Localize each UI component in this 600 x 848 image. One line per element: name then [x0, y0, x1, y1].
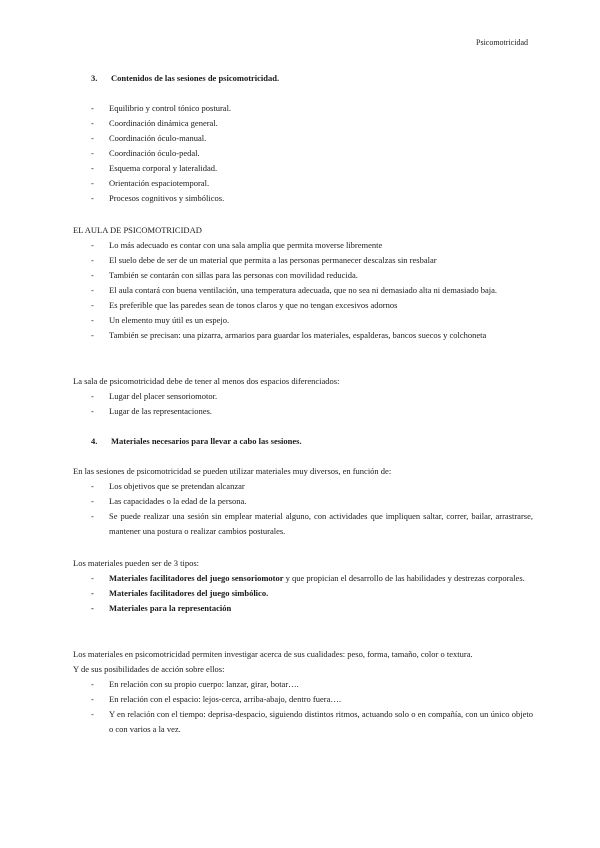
- aula-section: [73, 223, 533, 343]
- section-4-number: 4.: [91, 436, 98, 446]
- tipo-1-rest: y que propician el desarrollo de las habilidades y destrezas corporales.: [283, 573, 525, 583]
- list-item: - En relación con el espacio: lejos-cerca, arriba-abajo, dentro fuera….: [73, 692, 533, 707]
- list-item: - Lugar de las representaciones.: [73, 404, 533, 419]
- section-4-title: Materiales necesarios para llevar a cabo las sesiones.: [111, 436, 302, 446]
- list-item: [73, 571, 533, 586]
- cualidades-line-2: Y de sus posibilidades de acción sobre ellos:: [73, 664, 225, 674]
- section-4-body: [73, 464, 533, 539]
- list-item: - Se puede realizar una sesión sin emplear material alguno, con actividades que impliquen saltar, correr, bailar, arrastrarse, mantener una postura o realizar cambios posturales.: [73, 509, 533, 539]
- list-item: - Es preferible que las paredes sean de tonos claros y que no tengan excesivos adornos: [73, 298, 533, 313]
- section-3-heading: [73, 71, 533, 86]
- section-3-list: [73, 101, 533, 206]
- list-item: - Coordinación dinámica general.: [73, 116, 533, 131]
- list-item: - Materiales facilitadores del juego simbólico.: [73, 586, 533, 601]
- tipos-section: [73, 556, 533, 616]
- list-item: - Orientación espaciotemporal.: [73, 176, 533, 191]
- list-item: - También se precisan: una pizarra, armarios para guardar los materiales, espalderas, bancos suecos y colchoneta: [73, 328, 533, 343]
- list-item: - Materiales para la representación: [73, 601, 533, 616]
- espacios-intro: La sala de psicomotricidad debe de tener al menos dos espacios diferenciados:: [73, 376, 340, 386]
- section-3-title: Contenidos de las sesiones de psicomotricidad.: [111, 73, 280, 83]
- list-item: - Lugar del placer sensoriomotor.: [73, 389, 533, 404]
- list-item: - Coordinación óculo-pedal.: [73, 146, 533, 161]
- list-item: - El aula contará con buena ventilación, una temperatura adecuada, que no sea ni demasiado alta ni demasiado baja.: [73, 283, 533, 298]
- section-4: [73, 434, 533, 449]
- list-item: - Las capacidades o la edad de la persona.: [73, 494, 533, 509]
- section-3: [73, 71, 533, 86]
- list-item: - Equilibrio y control tónico postural.: [73, 101, 533, 116]
- tipos-intro: Los materiales pueden ser de 3 tipos:: [73, 558, 200, 568]
- list-item: - En relación con su propio cuerpo: lanzar, girar, botar….: [73, 677, 533, 692]
- section-4-intro: En las sesiones de psicomotricidad se pueden utilizar materiales muy diversos, en función de:: [73, 466, 392, 476]
- aula-heading: EL AULA DE PSICOMOTRICIDAD: [73, 225, 202, 235]
- tipo-1-bold: Materiales facilitadores del juego sensoriomotor: [109, 573, 284, 583]
- section-4-heading: [73, 434, 533, 449]
- section-3-number: 3.: [91, 73, 98, 83]
- list-item: - Coordinación óculo-manual.: [73, 131, 533, 146]
- list-item: - Procesos cognitivos y simbólicos.: [73, 191, 533, 206]
- running-header: Psicomotricidad: [476, 38, 528, 47]
- list-item: - Los objetivos que se pretendan alcanzar: [73, 479, 533, 494]
- espacios-section: [73, 374, 533, 419]
- list-item: - Esquema corporal y lateralidad.: [73, 161, 533, 176]
- list-item: - Un elemento muy útil es un espejo.: [73, 313, 533, 328]
- list-item: - El suelo debe de ser de un material que permita a las personas permanecer descalzas sin resbalar: [73, 253, 533, 268]
- list-item: - Lo más adecuado es contar con una sala amplia que permita moverse libremente: [73, 238, 533, 253]
- list-item: - También se contarán con sillas para las personas con movilidad reducida.: [73, 268, 533, 283]
- cualidades-section: [73, 647, 533, 737]
- cualidades-line-1: Los materiales en psicomotricidad permiten investigar acerca de sus cualidades: peso, forma, tamaño, color o textura.: [73, 649, 473, 659]
- list-item: - Y en relación con el tiempo: deprisa-despacio, siguiendo distintos ritmos, actuando solo o en compañía, con un único objeto o con varios a la vez.: [73, 707, 533, 737]
